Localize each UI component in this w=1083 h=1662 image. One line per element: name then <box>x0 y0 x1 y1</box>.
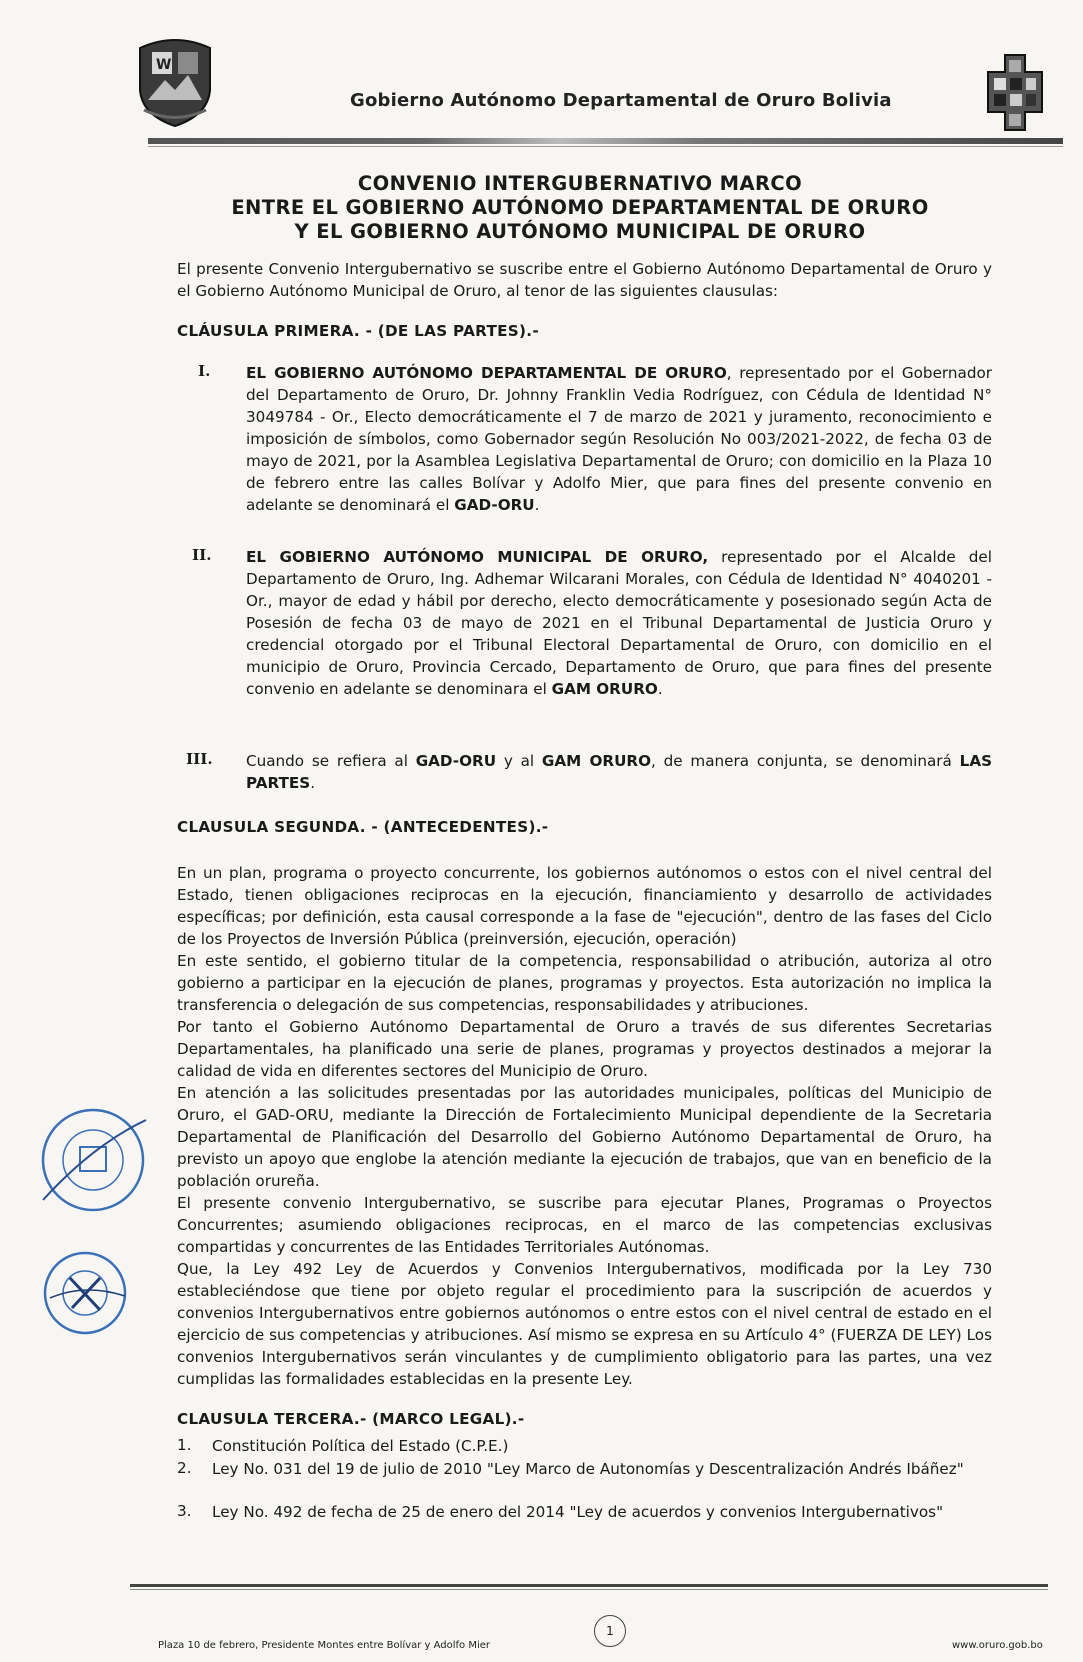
clause-2-heading: CLAUSULA SEGUNDA. - (ANTECEDENTES).- <box>177 818 549 836</box>
party-2-alias: GAM ORURO <box>551 680 658 698</box>
legal-item-1: Constitución Política del Estado (C.P.E.) <box>212 1437 509 1455</box>
header-title: Gobierno Autónomo Departamental de Oruro Bolivia <box>350 90 892 111</box>
clause-2-paragraph-2: En este sentido, el gobierno titular de la competencia, responsabilidad o atribución, autoriza al otro gobierno a participar en la ejecución de planes, programas y proyectos. Esta autorización no implica la transferencia o delegación de sus competencias, responsabilidades y atribuciones. <box>177 952 992 1014</box>
party-1-name: EL GOBIERNO AUTÓNOMO DEPARTAMENTAL DE ORURO <box>246 364 727 382</box>
clause-1-item-1 <box>246 362 992 516</box>
party-2-description: representado por el Alcalde del Departamento de Oruro, Ing. Adhemar Wilcarani Morales, con Cédula de Identidad N° 4040201 - Or., mayor de edad y hábil por derecho, electo democráticamente y posesionado según Acta de Posesión de fecha 03 de mayo de 2021 en el Tribunal Departamental de Justicia Oruro y credencial otorgado por el Tribunal Electoral Departamental de Oruro, con domicilio en el municipio de Oruro, Provincia Cercado, Departamento de Oruro, que para fines del presente convenio en adelante se denominara el <box>246 548 992 698</box>
clause-2-paragraph-1: En un plan, programa o proyecto concurrente, los gobiernos autónomos o estos con el nivel central del Estado, tienen obligaciones reciprocas en la ejecución, financiamiento y desarrollo de actividades específicas; por definición, esta causal corresponde a la fase de "ejecución", dentro de las fases del Ciclo de los Proyectos de Inversión Pública (preinversión, ejecución, operación) <box>177 864 992 948</box>
title-line-1: CONVENIO INTERGUBERNATIVO MARCO <box>357 172 803 195</box>
item3-bold-1: GAD-ORU <box>415 752 497 770</box>
item3-text-4: . <box>310 774 316 792</box>
page-number: 1 <box>594 1615 626 1647</box>
item3-bold-2: GAM ORURO <box>541 752 652 770</box>
party-1-description: , representado por el Gobernador del Departamento de Oruro, Dr. Johnny Franklin Vedia Rodríguez, con Cédula de Identidad N° 3049784 - Or., Electo democráticamente el 7 de marzo de 2021 y juramento, reconocimiento e imposición de símbolos, como Gobernador según Resolución No 003/2021-2022, de fecha 03 de mayo de 2021, por la Asamblea Legislativa Departamental de Oruro; con domicilio en la Plaza 10 de febrero entre las calles Bolívar y Adolfo Mier, que para fines del presente convenio en adelante se denominará el <box>246 364 993 514</box>
header-divider-thin <box>148 146 1063 147</box>
title-line-3: Y EL GOBIERNO AUTÓNOMO MUNICIPAL DE ORURO <box>294 220 866 243</box>
footer-divider-thin <box>130 1589 1048 1590</box>
footer-divider <box>130 1584 1048 1587</box>
clause-2-body <box>177 862 992 1390</box>
clause-1-item-3 <box>246 750 992 794</box>
item3-text-1: Cuando se refiera al <box>246 752 416 770</box>
footer-address: Plaza 10 de febrero, Presidente Montes entre Bolívar y Adolfo Mier <box>158 1640 491 1651</box>
header-divider <box>148 138 1063 144</box>
party-2-tail: . <box>657 680 663 698</box>
clause-1-item-1-number: I. <box>198 362 211 380</box>
chakana-emblem-logo <box>980 50 1050 135</box>
clause-1-item-3-number: III. <box>186 750 213 768</box>
item3-text-2: y al <box>496 752 542 770</box>
legal-item-1-number: 1. <box>177 1436 192 1454</box>
party-1-tail: . <box>534 496 540 514</box>
title-line-2: ENTRE EL GOBIERNO AUTÓNOMO DEPARTAMENTAL DE ORURO <box>231 196 929 219</box>
party-2-name: EL GOBIERNO AUTÓNOMO MUNICIPAL DE ORURO, <box>246 548 709 566</box>
clause-1-item-2 <box>246 546 992 700</box>
clause-2-paragraph-4: En atención a las solicitudes presentadas por las autoridades municipales, políticas del Municipio de Oruro, el GAD-ORU, mediante la Dirección de Fortalecimiento Municipal dependiente de la Secretaria Departamental de Planificación del Desarrollo del Gobierno Autónomo Departamental de Oruro, ha previsto un apoyo que englobe la atención mediante la ejecución de trabajos, que van en beneficio de la población orureña. <box>177 1084 992 1190</box>
legal-item-3-number: 3. <box>177 1502 192 1520</box>
party-1-alias: GAD-ORU <box>454 496 535 514</box>
clause-1-heading: CLÁUSULA PRIMERA. - (DE LAS PARTES).- <box>177 322 539 340</box>
autonomy-unit-stamp <box>40 1248 130 1342</box>
clause-2-paragraph-3: Por tanto el Gobierno Autónomo Departamental de Oruro a través de sus diferentes Secretarias Departamentales, ha planificado una serie de planes, programas y proyectos destinados a mejorar la calidad de vida en diferentes sectores del Municipio de Oruro. <box>177 1018 992 1080</box>
document-title <box>180 172 980 244</box>
intro-paragraph: El presente Convenio Intergubernativo se suscribe entre el Gobierno Autónomo Departamental de Oruro y el Gobierno Autónomo Municipal de Oruro, al tenor de las siguientes clausulas: <box>177 260 992 300</box>
clause-3-heading: CLAUSULA TERCERA.- (MARCO LEGAL).- <box>177 1410 525 1428</box>
svg-text:W: W <box>156 57 172 73</box>
clause-2-paragraph-5: El presente convenio Intergubernativo, se suscribe para ejecutar Planes, Programas o Proyectos Concurrentes; asumiendo obligaciones reciprocas, en el marco de las competencias exclusivas compartidas y concurrentes de las Entidades Territoriales Autónomas. <box>177 1194 992 1256</box>
departmental-crest-logo <box>130 30 220 130</box>
clause-1-item-2-number: II. <box>192 546 212 564</box>
legal-item-2-number: 2. <box>177 1459 192 1477</box>
legal-item-2: Ley No. 031 del 19 de julio de 2010 "Ley Marco de Autonomías y Descentralización Andrés Ibáñez" <box>212 1460 964 1478</box>
item3-bold-3: LAS PARTES <box>246 752 993 792</box>
footer-website: www.oruro.gob.bo <box>952 1640 1043 1651</box>
legal-item-3: Ley No. 492 de fecha de 25 de enero del 2014 "Ley de acuerdos y convenios Intergubernativos" <box>212 1503 944 1521</box>
clause-2-paragraph-6: Que, la Ley 492 Ley de Acuerdos y Convenios Intergubernativos, modificada por la Ley 730 estableciéndose que tiene por objeto regular el procedimiento para la suscripción de acuerdos y convenios Intergubernativos entre gobiernos autónomos o entre estos con el nivel central de estado en el ejercicio de sus competencias y atribuciones. Así mismo se expresa en su Artículo 4° (FUERZA DE LEY) Los convenios Intergubernativos serán vinculantes y de cumplimiento obligatorio para las partes, una vez cumplidas las formalidades establecidas en la presente Ley. <box>177 1260 992 1388</box>
lawyer-seal-stamp <box>38 1105 148 1219</box>
item3-text-3: , de manera conjunta, se denominará <box>651 752 960 770</box>
